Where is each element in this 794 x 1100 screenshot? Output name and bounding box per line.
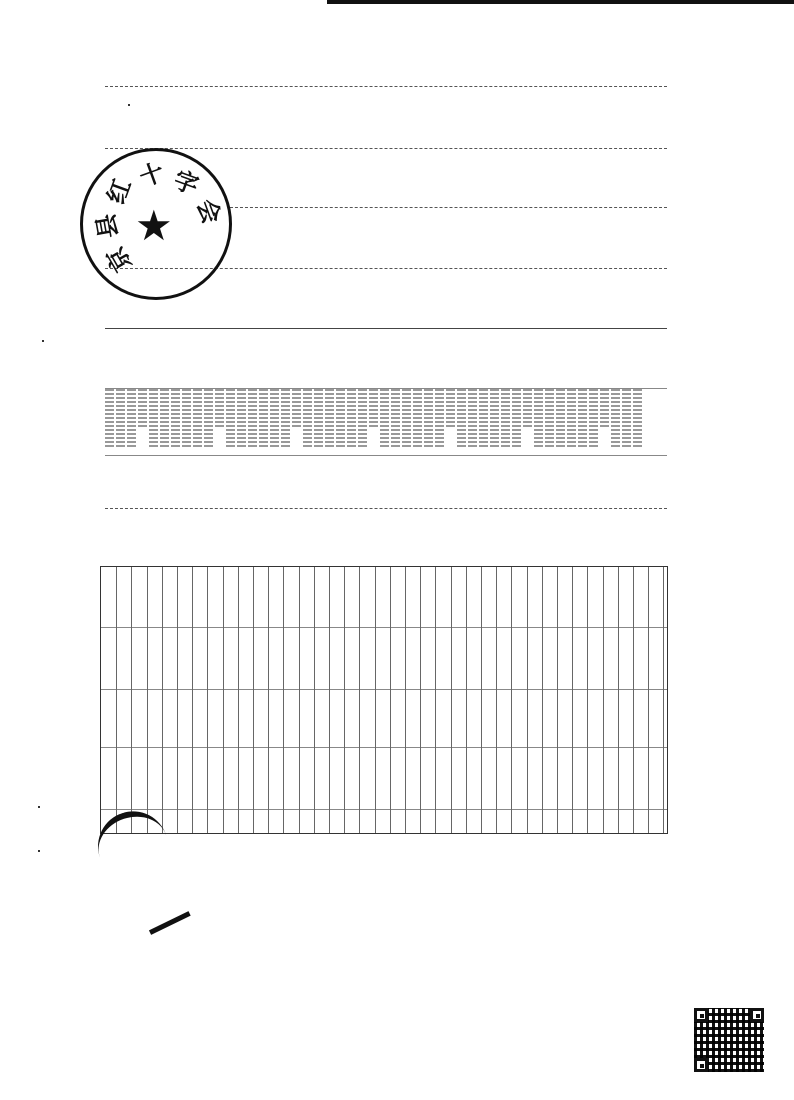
form-rule [105,328,667,329]
form-rule [105,148,667,149]
illegible-text-column [622,389,631,449]
table-row-divider [496,567,497,833]
seal-char: 字 [170,164,203,201]
table-row-divider [223,567,224,833]
illegible-text-column [149,389,158,449]
illegible-text-column [259,389,268,449]
qr-finder [694,1058,708,1072]
illegible-text-column [380,389,389,449]
table-row-divider [344,567,345,833]
table-row-divider [147,567,148,833]
illegible-text-column [479,389,488,449]
table-row-divider [299,567,300,833]
table-row-divider [390,567,391,833]
illegible-text-column [182,389,191,449]
illegible-text-column [567,389,576,449]
illegible-text-column [358,389,367,449]
seal-char: 红 [101,174,137,208]
illegible-text-column [303,389,312,449]
illegible-text-column [281,389,290,449]
table-row-divider [207,567,208,833]
table-row-divider [633,567,634,833]
illegible-text-column [424,389,433,449]
illegible-text-column [204,389,213,449]
table-row-divider [451,567,452,833]
illegible-text-column [402,389,411,449]
table-row-divider [177,567,178,833]
table-row-divider [435,567,436,833]
illegible-text-column [413,389,422,449]
table-row-divider [359,567,360,833]
illegible-text-column [193,389,202,449]
table-row-divider [618,567,619,833]
table-row-divider [466,567,467,833]
star-icon: ★ [135,201,173,250]
table-row-divider [268,567,269,833]
table-row-divider [192,567,193,833]
illegible-text-column [127,389,136,449]
table-row-divider [648,567,649,833]
illegible-text-column [347,389,356,449]
illegible-text-column [215,389,224,427]
illegible-text-column [116,389,125,449]
illegible-text-column [292,389,301,427]
illegible-text-column [226,389,235,449]
qr-code-icon [694,1008,764,1072]
illegible-text-column [435,389,444,449]
qr-finder [750,1008,764,1022]
illegible-text-column [270,389,279,449]
illegible-text-column [578,389,587,449]
illegible-text-column [633,389,642,449]
illegible-text-column [160,389,169,449]
illegible-text-column [523,389,532,427]
notes-block [105,388,667,456]
seal-char: 会 [191,194,227,228]
table-row-divider [238,567,239,833]
data-table [100,566,668,834]
table-row-divider [329,567,330,833]
table-row-divider [283,567,284,833]
form-rule [105,508,667,509]
table-row-divider [314,567,315,833]
table-row-divider [405,567,406,833]
illegible-text-column [138,389,147,427]
table-column-divider [101,689,667,690]
seal-char: 十 [135,156,168,193]
scan-speck [42,340,44,342]
illegible-text-column [589,389,598,449]
illegible-text-column [237,389,246,449]
scan-speck [128,104,130,106]
illegible-text-column [534,389,543,449]
table-row-divider [527,567,528,833]
qr-finder [694,1008,708,1022]
illegible-text-column [314,389,323,449]
illegible-text-column [457,389,466,449]
illegible-text-column [325,389,334,449]
table-row-divider [375,567,376,833]
illegible-text-column [611,389,620,449]
scan-top-edge [327,0,794,4]
illegible-text-column [600,389,609,427]
scan-speck [38,806,40,808]
illegible-text-column [248,389,257,449]
form-rule [230,207,667,208]
table-row-divider [572,567,573,833]
table-row-divider [542,567,543,833]
official-seal [80,148,232,300]
illegible-text-column [369,389,378,427]
illegible-text-column [468,389,477,449]
illegible-text-column [545,389,554,449]
illegible-text-column [446,389,455,427]
scan-speck [38,850,40,852]
seal-char: 县 [90,211,124,241]
table-row-divider [587,567,588,833]
form-rule [105,86,667,87]
table-row-divider [131,567,132,833]
illegible-text-column [336,389,345,449]
table-row-divider [663,567,664,833]
illegible-text-column [105,389,114,449]
table-row-divider [557,567,558,833]
table-column-divider [101,747,667,748]
seal-char: 京 [100,241,138,278]
table-row-divider [162,567,163,833]
illegible-text-column [490,389,499,449]
pen-mark [149,911,195,944]
table-row-divider [511,567,512,833]
illegible-text-column [171,389,180,449]
table-row-divider [481,567,482,833]
table-column-divider [101,809,667,810]
table-row-divider [603,567,604,833]
table-row-divider [253,567,254,833]
table-row-divider [116,567,117,833]
illegible-text-column [501,389,510,449]
table-row-divider [420,567,421,833]
table-column-divider [101,627,667,628]
illegible-text-column [556,389,565,449]
illegible-text-column [391,389,400,449]
illegible-text-column [512,389,521,449]
